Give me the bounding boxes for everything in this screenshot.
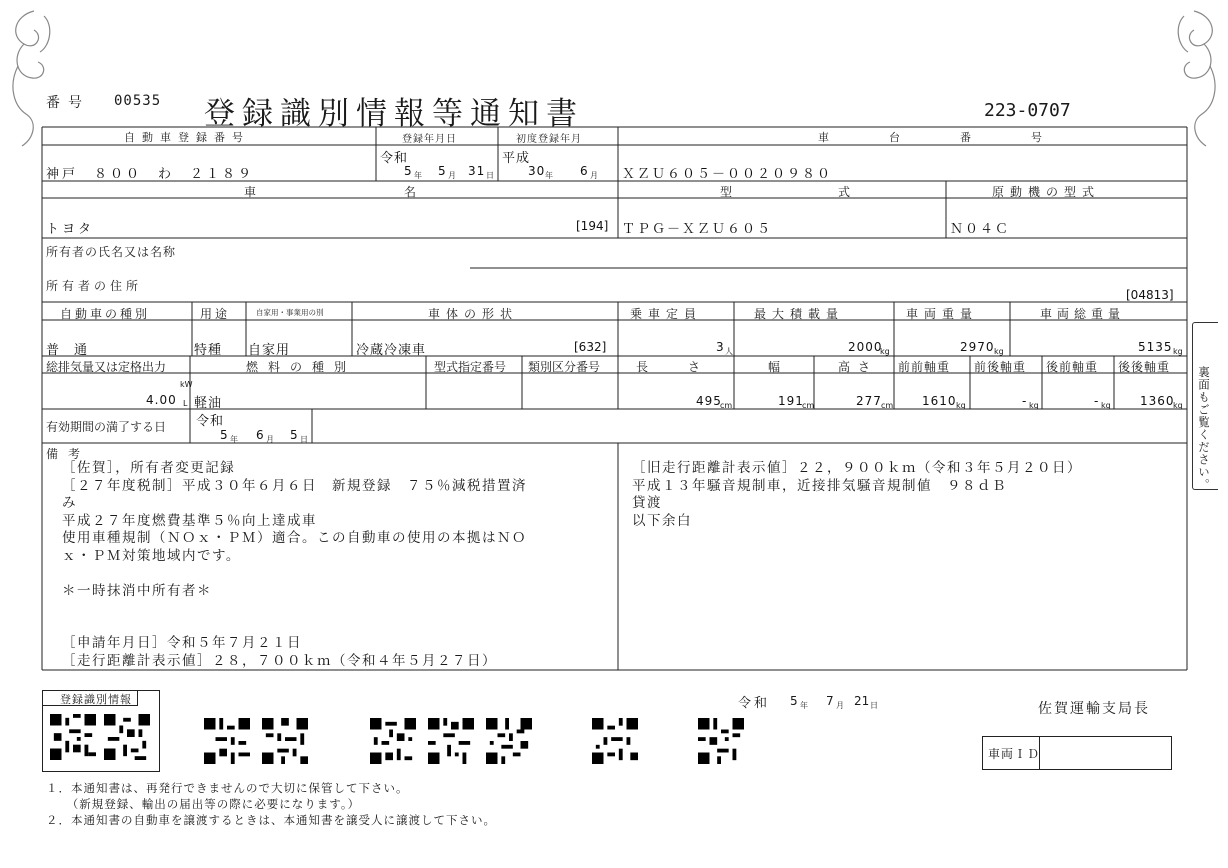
footer-note: ２．本通知書の自動車を譲渡するときは、本通知書を譲受人に譲渡して下さい。: [46, 813, 496, 827]
reg-day-unit: 日: [486, 171, 494, 180]
qr-code: [204, 718, 250, 764]
fuel: 軽油: [194, 396, 223, 411]
front-front-axle-unit: kg: [956, 401, 966, 410]
use: 特種: [194, 343, 223, 358]
reg-year: 5: [404, 164, 413, 178]
max-load-label: 最大積載量: [754, 307, 845, 321]
front-rear-axle: -: [1022, 394, 1028, 408]
issuer: 佐賀運輸支局長: [1038, 701, 1150, 717]
issue-year-unit: 年: [800, 701, 808, 710]
first-reg-month-unit: 月: [590, 171, 598, 180]
reg-number-label: 自動車登録番号: [124, 131, 250, 144]
vehicle-name-code: [194]: [576, 219, 609, 233]
height-label: 高さ: [838, 360, 879, 374]
front-rear-axle-label: 前後軸重: [974, 360, 1027, 374]
chassis-label: 車台番号: [818, 131, 1102, 144]
use-label: 用途: [200, 307, 231, 321]
remarks-left-line: ｘ・ＰＭ対策地域内です。: [62, 547, 241, 564]
reg-year-unit: 年: [414, 171, 422, 180]
private-business: 自家用: [248, 343, 291, 358]
first-reg-label: 初度登録年月: [516, 134, 582, 145]
first-reg-year-unit: 年: [545, 171, 553, 180]
length-unit: cm: [720, 401, 733, 410]
reg-number: 神戸 ８００ わ ２１８９: [46, 167, 255, 182]
engine-label: 原動機の型式: [992, 185, 1101, 199]
remarks-label: 備考: [46, 447, 91, 461]
capacity-unit: 人: [725, 347, 733, 356]
expiry-year-unit: 年: [230, 435, 238, 444]
reg-day: 31: [468, 164, 486, 178]
length-label: 長さ: [636, 360, 741, 374]
qr-code: [592, 718, 638, 764]
owner-address-code: [04813]: [1126, 288, 1174, 302]
qr-code: [698, 718, 744, 764]
expiry-year: 5: [220, 428, 229, 442]
footer-notes: [46, 780, 496, 828]
gross-weight: 5135: [1138, 340, 1173, 354]
issue-month: 7: [826, 694, 834, 708]
vehicle-name-label-1: 車: [244, 185, 260, 199]
issue-era: 令和: [738, 696, 771, 711]
rear-front-axle-label: 後前軸重: [1046, 360, 1099, 374]
number-label: 番号: [46, 95, 90, 111]
vehicle-type-label: 自動車の種別: [60, 307, 151, 321]
remarks-left-line: [46, 618, 527, 636]
qr-code: [104, 714, 150, 760]
rear-rear-axle: 1360: [1140, 394, 1175, 408]
qr-code: [262, 718, 308, 764]
body-shape-label: 車体の形状: [428, 307, 519, 321]
front-rear-axle-unit: kg: [1029, 401, 1039, 410]
rear-front-axle-unit: kg: [1101, 401, 1111, 410]
private-business-label: 自家用・事業用の別: [256, 308, 324, 317]
remarks-right-line: 貸渡: [632, 495, 662, 511]
remarks-left-line: [46, 565, 527, 583]
remarks-left-line: み: [62, 495, 77, 511]
displacement-kw-unit: kW: [180, 380, 193, 389]
displacement-liter-unit: L: [183, 399, 188, 408]
issue-year: 5: [790, 694, 798, 708]
height-unit: cm: [881, 401, 894, 410]
reg-era: 令和: [380, 151, 409, 166]
body-shape-code: [632]: [574, 340, 607, 354]
remarks-right-line: ［旧走行距離計表示値］２２，９００ｋｍ（令和３年５月２０日）: [632, 460, 1082, 476]
fuel-label: 燃料の種別: [246, 360, 357, 374]
capacity-label: 乗車定員: [630, 307, 703, 321]
vehicle-type: 普 通: [46, 343, 89, 358]
reg-month: 5: [438, 164, 447, 178]
rear-rear-axle-unit: kg: [1173, 401, 1183, 410]
model-label-1: 型: [720, 185, 736, 199]
remarks-left-line: ［申請年月日］令和５年７月２１日: [62, 635, 302, 651]
vehicle-weight: 2970: [960, 340, 995, 354]
remarks-left-line: [46, 600, 527, 618]
chassis-number: ＸＺＵ６０５－００２０９８０: [622, 167, 833, 182]
qr-code: [50, 714, 96, 760]
width-unit: cm: [802, 401, 815, 410]
remarks-right-line: 平成１３年騒音規制車，近接排気騒音規制値 ９８ｄＢ: [632, 477, 1007, 494]
footer-note: （新規登録、輸出の届出等の際に必要になります。）: [60, 797, 361, 811]
remarks-left-line: 平成２７年度燃費基準５％向上達成車: [62, 512, 317, 529]
first-reg-month: 6: [580, 164, 589, 178]
document-title: 登録識別情報等通知書: [204, 96, 584, 132]
remarks-left: [46, 460, 527, 670]
expiry-label: 有効期間の満了する日: [46, 420, 167, 434]
remarks-left-line: ［佐賀］，所有者変更記録: [62, 460, 236, 476]
qr-code: [486, 718, 532, 764]
qr-code: [370, 718, 416, 764]
issue-day: 21: [854, 694, 870, 708]
displacement: 4.00: [146, 393, 177, 407]
rear-rear-axle-label: 後後軸重: [1118, 360, 1171, 374]
owner-address-label: 所有者の住所: [46, 279, 143, 293]
owner-name-label: 所有者の氏名又は名称: [46, 245, 177, 259]
remarks-left-line: ＊一時抹消中所有者＊: [62, 582, 212, 599]
gross-weight-label: 車両総重量: [1040, 307, 1126, 321]
expiry-day-unit: 日: [300, 435, 308, 444]
vehicle-weight-unit: kg: [994, 347, 1004, 356]
displacement-label: 総排気量又は定格出力: [46, 360, 167, 374]
qr-code: [428, 718, 474, 764]
max-load: 2000: [848, 340, 883, 354]
remarks-left-line: ［走行距離計表示値］２８，７００ｋｍ（令和４年５月２７日）: [62, 652, 497, 669]
qr-box-label: 登録識別情報: [42, 690, 138, 706]
model-label-2: 式: [838, 185, 854, 199]
height: 277: [856, 394, 882, 408]
front-front-axle: 1610: [922, 394, 957, 408]
rear-front-axle: -: [1094, 394, 1100, 408]
remarks-right: [632, 460, 1082, 530]
remarks-left-line: ［２７年度税制］平成３０年６月６日 新規登録 ７５％減税措置済: [62, 477, 527, 494]
remarks-right-line: 以下余白: [632, 512, 692, 529]
width-label: 幅: [768, 360, 784, 374]
expiry-month-unit: 月: [266, 435, 274, 444]
first-reg-year: 30: [528, 164, 546, 178]
vehicle-name-label-2: 名: [404, 185, 420, 199]
gross-weight-unit: kg: [1173, 347, 1183, 356]
first-reg-era: 平成: [502, 151, 531, 166]
capacity: 3: [716, 340, 725, 354]
reg-date-label: 登録年月日: [402, 134, 457, 145]
side-tab-text: 裏面もご覧ください。: [1197, 366, 1211, 491]
spec-number-label: 型式指定番号: [434, 360, 507, 374]
expiry-month: 6: [256, 428, 265, 442]
width: 191: [778, 394, 804, 408]
vehicle-name: トヨタ: [46, 222, 95, 237]
max-load-unit: kg: [880, 347, 890, 356]
engine-model: Ｎ０４Ｃ: [950, 222, 1011, 237]
document-code: 223-0707: [984, 100, 1071, 121]
class-number-label: 類別区分番号: [528, 360, 601, 374]
front-front-axle-label: 前前軸重: [898, 360, 951, 374]
issue-day-unit: 日: [870, 701, 878, 710]
body-shape: 冷蔵冷凍車: [356, 343, 427, 358]
expiry-era: 令和: [196, 414, 225, 429]
remarks-left-line: 使用車種規制（ＮＯｘ・ＰＭ）適合。この自動車の使用の本拠はＮＯ: [62, 530, 527, 546]
expiry-day: 5: [290, 428, 299, 442]
length: 495: [696, 394, 722, 408]
footer-note: １．本通知書は、再発行できませんので大切に保管して下さい。: [46, 781, 409, 795]
vehicle-weight-label: 車両重量: [906, 307, 979, 321]
number-value: 00535: [114, 93, 162, 109]
issue-month-unit: 月: [836, 701, 844, 710]
reg-month-unit: 月: [448, 171, 456, 180]
vehicle-id-label: 車両ＩＤ: [982, 736, 1040, 770]
model: ＴＰＧ－ＸＺＵ６０５: [622, 222, 773, 237]
